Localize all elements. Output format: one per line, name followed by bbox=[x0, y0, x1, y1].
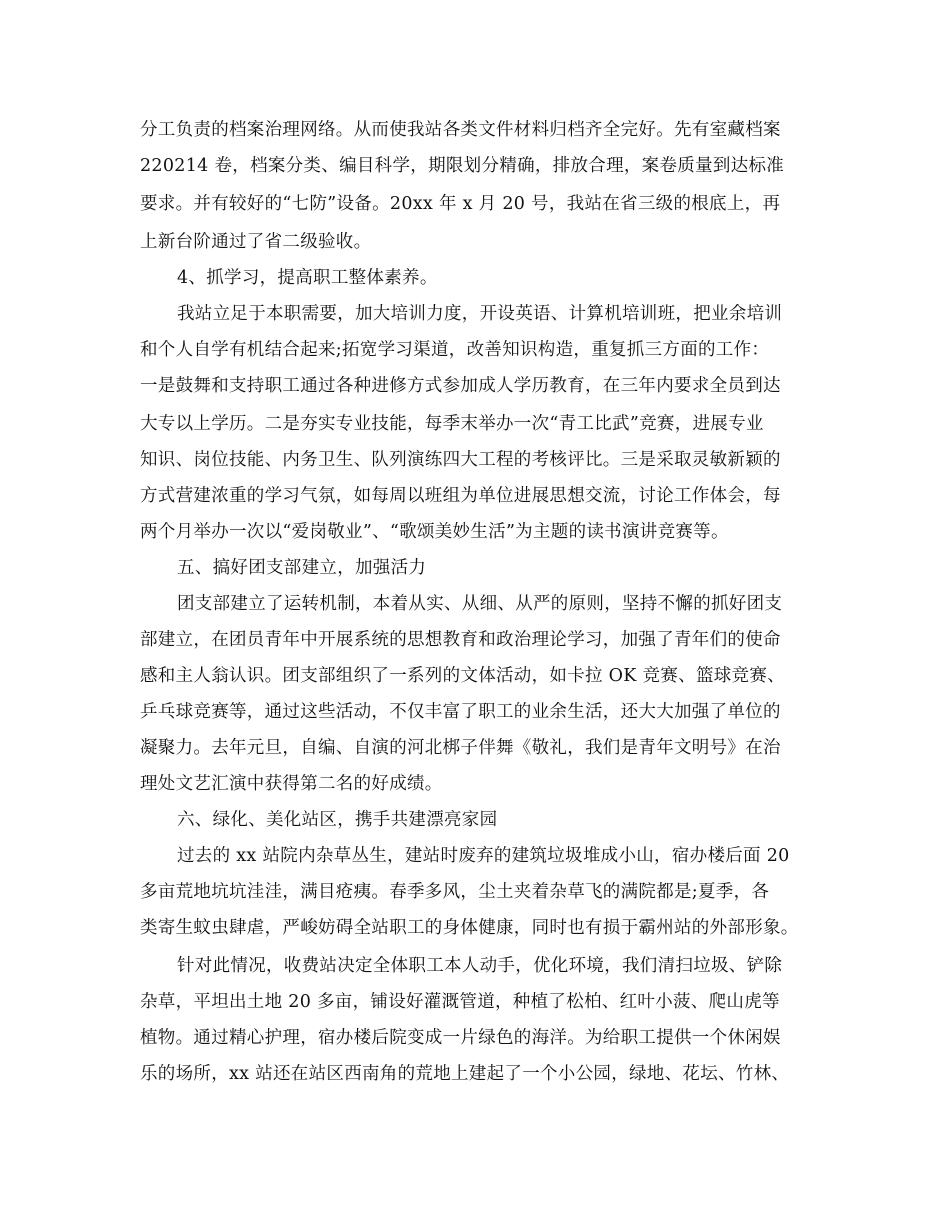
body-text-line: 大专以上学历。二是夯实专业技能，每季末举办一次“青工比武”竞赛，进展专业 bbox=[140, 414, 764, 434]
body-text-line: 乒乓球竞赛等，通过这些活动，不仅丰富了职工的业余生活，还大大加强了单位的 bbox=[140, 702, 781, 722]
body-text-line: 分工负责的档案治理网络。从而使我站各类文件材料归档齐全完好。先有室藏档案 bbox=[140, 120, 781, 140]
body-text-line: 多亩荒地坑坑洼洼，满目疮痍。春季多风，尘土夹着杂草飞的满院都是;夏季，各 bbox=[140, 882, 770, 902]
body-text-line: 两个月举办一次以“爱岗敬业”、“歌颂美妙生活”为主题的读书演讲竞赛等。 bbox=[140, 522, 729, 542]
body-text-line: 要求。并有较好的“七防”设备。20xx 年 x 月 20 号，我站在省三级的根底上，再 bbox=[140, 194, 781, 214]
paragraph-first-line: 针对此情况，收费站决定全体职工本人动手，优化环境，我们清扫垃圾、铲除 bbox=[177, 956, 783, 976]
body-text-line: 杂草，平坦出土地 20 多亩，铺设好灌溉管道，种植了松柏、红叶小菠、爬山虎等 bbox=[140, 992, 780, 1012]
section-heading: 五、搞好团支部建立，加强活力 bbox=[177, 558, 427, 578]
paragraph-first-line: 过去的 xx 站院内杂草丛生，建站时废弃的建筑垃圾堆成小山，宿办楼后面 20 bbox=[177, 846, 790, 866]
body-text-line: 220214 卷，档案分类、编目科学，期限划分精确，排放合理，案卷质量到达标准 bbox=[140, 156, 785, 176]
section-heading: 六、绿化、美化站区，携手共建漂亮家园 bbox=[177, 810, 498, 830]
body-text-line: 理处文艺汇演中获得第二名的好成绩。 bbox=[140, 774, 443, 794]
paragraph-first-line: 团支部建立了运转机制，本着从实、从细、从严的原则，坚持不懈的抓好团支 bbox=[177, 594, 783, 614]
paragraph-first-line: 我站立足于本职需要，加大培训力度，开设英语、计算机培训班，把业余培训 bbox=[177, 304, 783, 324]
body-text-line: 植物。通过精心护理，宿办楼后院变成一片绿色的海洋。为给职工提供一个休闲娱 bbox=[140, 1028, 781, 1048]
section-heading: 4、抓学习，提高职工整体素养。 bbox=[177, 268, 438, 288]
body-text-line: 和个人自学有机结合起来;拓宽学习渠道，改善知识构造，重复抓三方面的工作： bbox=[140, 340, 770, 360]
body-text-line: 知识、岗位技能、内务卫生、队列演练四大工程的考核评比。三是采取灵敏新颖的 bbox=[140, 450, 781, 470]
body-text-line: 感和主人翁认识。团支部组织了一系列的文体活动，如卡拉 OK 竞赛、篮球竞赛、 bbox=[140, 666, 785, 686]
body-text-line: 部建立，在团员青年中开展系统的思想教育和政治理论学习，加强了青年们的使命 bbox=[140, 630, 781, 650]
body-text-line: 上新台阶通过了省二级验收。 bbox=[140, 232, 372, 252]
body-text-line: 类寄生蚊虫肆虐，严峻妨碍全站职工的身体健康，同时也有损于霸州站的外部形象。 bbox=[140, 918, 799, 938]
body-text-line: 凝聚力。去年元旦，自编、自演的河北梆子伴舞《敬礼，我们是青年文明号》在治 bbox=[140, 738, 781, 758]
body-text-line: 一是鼓舞和支持职工通过各种进修方式参加成人学历教育，在三年内要求全员到达 bbox=[140, 376, 781, 396]
body-text-line: 乐的场所，xx 站还在站区西南角的荒地上建起了一个小公园，绿地、花坛、竹林、 bbox=[140, 1064, 790, 1084]
body-text-line: 方式营建浓重的学习气氛，如每周以班组为单位进展思想交流，讨论工作体会，每 bbox=[140, 486, 781, 506]
